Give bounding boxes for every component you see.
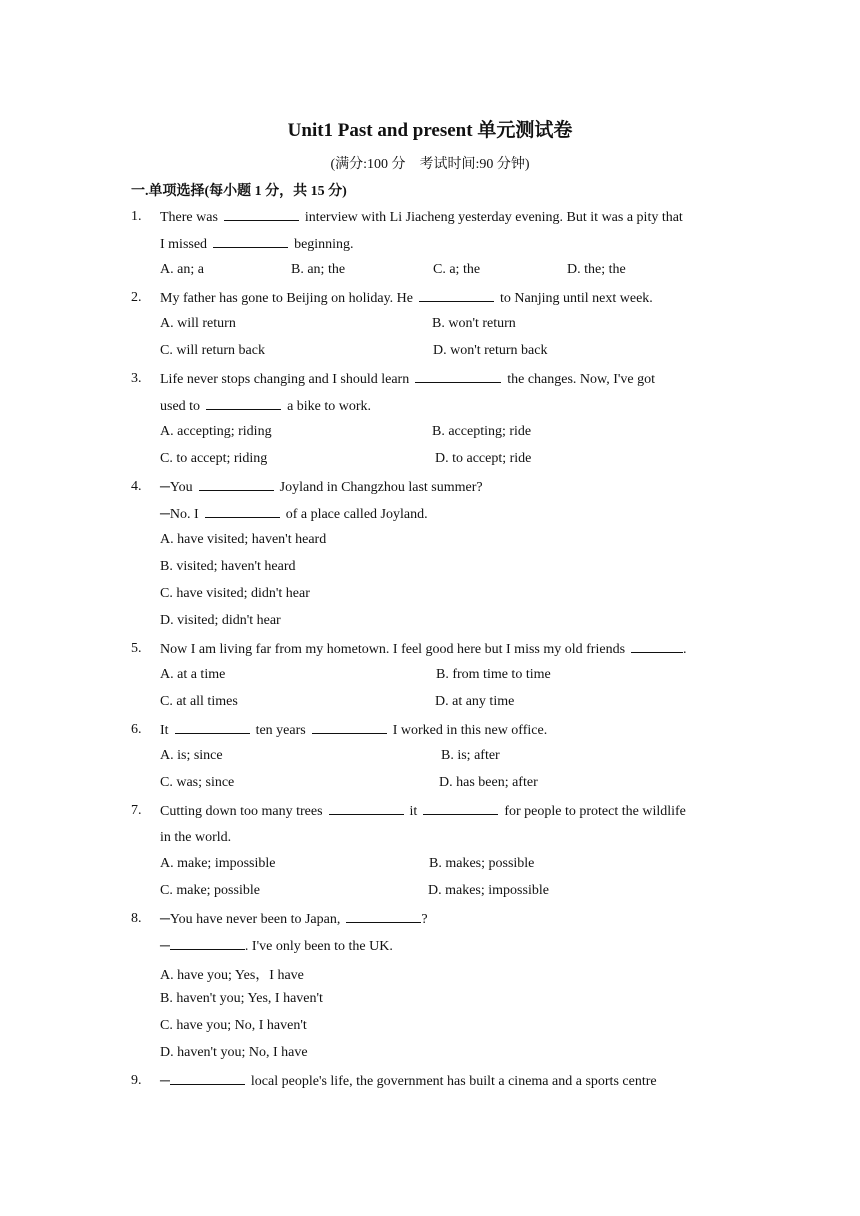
- question-text: ─: [160, 1074, 170, 1089]
- option-c: C. at all times: [160, 694, 238, 709]
- answer-blank: [170, 937, 245, 950]
- option-d: D. visited; didn't hear: [160, 613, 281, 628]
- answer-blank: [631, 640, 683, 653]
- option-c: C. to accept; riding: [160, 451, 268, 466]
- question-text: ─: [160, 939, 170, 954]
- exam-info: (满分:100 分 考试时间:90 分钟): [330, 157, 530, 172]
- question-text: the changes. Now, I've got: [507, 372, 656, 387]
- question-number: 9.: [131, 1073, 142, 1088]
- option-b: B. won't return: [432, 316, 516, 331]
- question-text: to Nanjing until next week.: [499, 291, 653, 306]
- option-d: D. at any time: [435, 694, 515, 709]
- question-number: 1.: [131, 209, 142, 224]
- option-b: B. an; the: [291, 262, 346, 277]
- option-b: B. haven't you; Yes, I haven't: [160, 991, 323, 1006]
- question-text: used to: [160, 399, 201, 414]
- question-text: Cutting down too many trees: [160, 804, 323, 819]
- question-text: . I've only been to the UK.: [244, 939, 393, 954]
- answer-blank: [415, 370, 501, 383]
- option-c: C. a; the: [433, 262, 481, 277]
- question-text-line: [160, 478, 483, 497]
- section-heading: 一.单项选择(每小题 1 分，共 15 分): [131, 184, 347, 199]
- answer-blank: [213, 235, 288, 248]
- option-c: C. will return back: [160, 343, 265, 358]
- question-text: ten years: [255, 723, 306, 738]
- option-d: D. the; the: [567, 262, 626, 277]
- question-text: There was: [160, 210, 218, 225]
- question-text: ?: [421, 912, 428, 927]
- option-a: A. an; a: [160, 262, 204, 277]
- option-a: A. have visited; haven't heard: [160, 532, 327, 547]
- question-number: 5.: [131, 641, 142, 656]
- question-number: 3.: [131, 371, 142, 386]
- question-text: local people's life, the government has built a cinema and a sports centre: [250, 1074, 657, 1089]
- question-text: in the world.: [160, 830, 232, 845]
- question-text: I worked in this new office.: [392, 723, 548, 738]
- option-b: B. is; after: [441, 748, 500, 763]
- question-number: 4.: [131, 479, 142, 494]
- question-text-line: [160, 829, 231, 847]
- answer-blank: [206, 397, 281, 410]
- question-number: 6.: [131, 722, 142, 737]
- option-c: C. have visited; didn't hear: [160, 586, 310, 601]
- question-text-line: [160, 370, 655, 389]
- question-text-line: [160, 802, 686, 821]
- option-d: D. to accept; ride: [435, 451, 532, 466]
- question-text-line: [160, 208, 683, 227]
- answer-blank: [419, 289, 494, 302]
- option-a: A. at a time: [160, 667, 226, 682]
- answer-blank: [329, 802, 404, 815]
- question-text: Life never stops changing and I should learn: [160, 372, 410, 387]
- question-text: I missed: [160, 237, 208, 252]
- question-text: beginning.: [294, 237, 354, 252]
- question-text: a bike to work.: [287, 399, 372, 414]
- option-a: A. will return: [160, 316, 236, 331]
- question-text-line: [160, 1072, 657, 1091]
- question-text-line: [160, 289, 653, 308]
- answer-blank: [175, 721, 250, 734]
- question-text-line: [160, 505, 428, 524]
- question-text: Joyland in Changzhou last summer?: [279, 480, 483, 495]
- option-d: D. has been; after: [439, 775, 538, 790]
- question-number: 8.: [131, 911, 142, 926]
- answer-blank: [170, 1072, 245, 1085]
- question-text: It: [160, 723, 169, 738]
- question-number: 2.: [131, 290, 142, 305]
- question-text: ─You: [160, 480, 193, 495]
- page-title: Unit1 Past and present 单元测试卷: [287, 120, 573, 141]
- option-c: C. have you; No, I haven't: [160, 1018, 307, 1033]
- option-d: D. won't return back: [433, 343, 548, 358]
- question-text: Now I am living far from my hometown. I feel good here but I miss my old friends: [160, 642, 626, 657]
- answer-blank: [199, 478, 274, 491]
- question-number: 7.: [131, 803, 142, 818]
- option-b: B. accepting; ride: [432, 424, 532, 439]
- answer-blank: [224, 208, 299, 221]
- answer-blank: [205, 505, 280, 518]
- option-c: C. make; possible: [160, 883, 260, 898]
- question-text-line: [160, 640, 687, 659]
- question-text: interview with Li Jiacheng yesterday evening. But it was a pity that: [304, 210, 683, 225]
- question-text: of a place called Joyland.: [285, 507, 428, 522]
- option-a: A. have you; Yes，I have: [160, 968, 304, 983]
- option-d: D. haven't you; No, I have: [160, 1045, 308, 1060]
- option-b: B. from time to time: [436, 667, 551, 682]
- option-a: A. make; impossible: [160, 856, 276, 871]
- question-text-line: [160, 397, 371, 416]
- answer-blank: [312, 721, 387, 734]
- question-text: for people to protect the wildlife: [504, 804, 686, 819]
- question-text-line: [160, 910, 428, 929]
- question-text-line: [160, 721, 547, 740]
- option-a: A. accepting; riding: [160, 424, 272, 439]
- question-text: .: [683, 642, 687, 657]
- option-b: B. visited; haven't heard: [160, 559, 296, 574]
- question-text: My father has gone to Beijing on holiday. He: [160, 291, 413, 306]
- question-text-line: [160, 937, 393, 956]
- option-b: B. makes; possible: [429, 856, 535, 871]
- question-text-line: [160, 235, 354, 254]
- question-text: ─You have never been to Japan,: [160, 912, 341, 927]
- option-d: D. makes; impossible: [428, 883, 549, 898]
- answer-blank: [423, 802, 498, 815]
- question-text: it: [409, 804, 418, 819]
- question-text: ─No. I: [160, 507, 199, 522]
- option-a: A. is; since: [160, 748, 223, 763]
- answer-blank: [346, 910, 421, 923]
- option-c: C. was; since: [160, 775, 235, 790]
